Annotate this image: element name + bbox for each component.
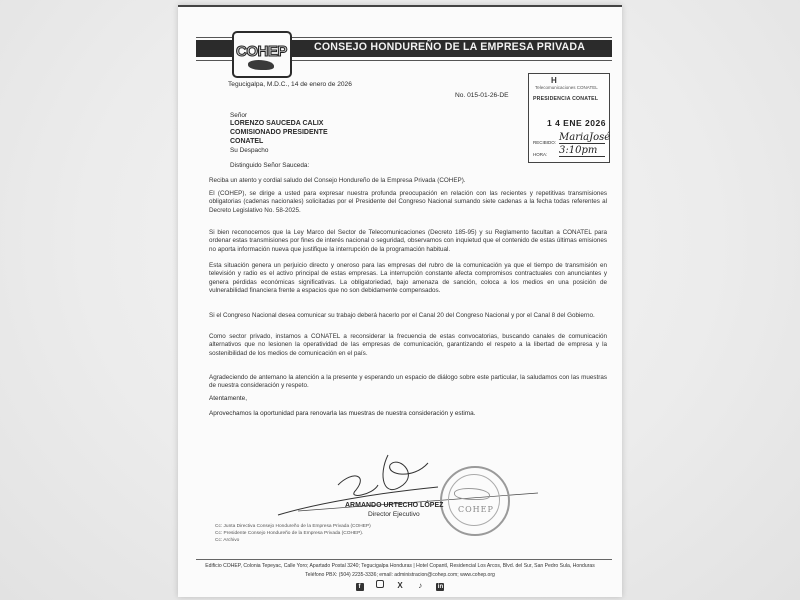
- paragraph-4: Esta situación genera un perjuicio directo y oneroso para las empresas del rubro de la comunicación ya que el tiempo de transmisión en televisión y radio es el activo principal de estas empresas. La interrupción constante afecta compromisos contractuales con anunciantes y genera pérdidas económicas significativas. La obligatoriedad, bajo amenaza de sanción, coloca a los medios en una posición de vulnerabilidad financiera frente a espacios que no son debidamente compensados.: [209, 262, 607, 295]
- received-stamp: [528, 73, 610, 163]
- greeting: Distinguido Señor Sauceda:: [230, 162, 310, 169]
- paragraph-5: Si el Congreso Nacional desea comunicar su trabajo deberá hacerlo por el Canal 20 del Congreso Nacional y por el Canal 8 del Gobierno.: [209, 312, 595, 319]
- footer-rule: [196, 559, 612, 560]
- reference-number: No. 015-01-26-DE: [455, 92, 509, 99]
- letter-page: [178, 5, 622, 597]
- org-name: CONSEJO HONDUREÑO DE LA EMPRESA PRIVADA: [314, 41, 586, 53]
- honduras-map-icon: [248, 60, 274, 70]
- stamp-org: Telecomunicaciones CONATEL: [535, 85, 598, 90]
- cc-item: Cc: Presidente Consejo Hondureño de la Empresa Privada (COHEP).: [215, 531, 364, 537]
- received-label: RECIBIDO:: [533, 140, 557, 145]
- stamp-office: PRESIDENCIA CONATEL: [533, 96, 599, 102]
- logo-text: COHEP: [236, 43, 287, 60]
- closing: Atentamente,: [209, 395, 248, 402]
- recipient-salutation: Señor: [230, 112, 248, 119]
- cc-item: Cc: Archivo: [215, 538, 240, 544]
- time-label: HORA:: [533, 152, 548, 157]
- paragraph-7: Agradeciendo de antemano la atención a la presente y esperando un espacio de diálogo sobre este particular, la saludamos con las muestras de nuestra consideración y respeto.: [209, 374, 607, 390]
- instagram-icon: [376, 580, 384, 588]
- recipient-office: Su Despacho: [230, 147, 269, 154]
- cc-list: [215, 523, 371, 545]
- footer-address: Edificio COHEP, Colonia Tepeyac, Calle Yoro; Apartado Postal 3240; Tegucigalpa Honduras | Hotel Copantl, Residencial Los Arcos, Blvd. del Sur, San Pedro Sula, Honduras: [205, 563, 595, 569]
- recipient-name: LORENZO SAUCEDA CALIX: [230, 120, 324, 127]
- seal-text: COHEP: [458, 505, 494, 514]
- facebook-icon: f: [356, 583, 364, 591]
- closing-line: Aprovechamos la oportunidad para renovarla las muestras de nuestra consideración y estima.: [209, 410, 476, 417]
- paragraph-2: El (COHEP), se dirige a usted para expresar nuestra profunda preocupación en relación con las recientes y repetitivas transmisiones obligatorias (cadenas nacionales) solicitadas por el Presidente del Congreso Nacional sumando siete cadenas a la fecha todas referentes al Decreto Legislativo No. 58-2025.: [209, 190, 607, 214]
- linkedin-icon: in: [437, 584, 444, 590]
- paragraph-3: Si bien reconocemos que la Ley Marco del Sector de Telecomunicaciones (Decreto 185-95) y su Reglamento facultan a CONATEL para ordenar estas transmisiones por fines de interés nacional o seguridad, observamos con inquietud que el contenido de estas últimas emisiones no aporta información nueva que justifique la interrupción de la programación habitual.: [209, 229, 607, 253]
- footer-contact: Teléfono PBX: (504) 2235-3336; email: administracion@cohep.com; www.cohep.org: [305, 572, 495, 578]
- recipient-title: COMISIONADO PRESIDENTE: [230, 129, 328, 136]
- paragraph-1: Reciba un atento y cordial saludo del Consejo Hondureño de la Empresa Privada (COHEP).: [209, 177, 466, 184]
- seal-map-icon: [454, 488, 490, 500]
- cohep-logo: [232, 31, 292, 78]
- signer-name: ARMANDO URTECHO LÓPEZ: [345, 502, 444, 509]
- received-time: 3:10pm: [559, 145, 605, 157]
- cc-item: Cc: Junta Directiva Consejo Hondureño de la Empresa Privada (COHEP): [215, 524, 371, 529]
- cohep-seal: [440, 466, 510, 536]
- place-date: Tegucigalpa, M.D.C., 14 de enero de 2026: [228, 81, 352, 88]
- social-icons: [178, 580, 622, 591]
- recipient-org: CONATEL: [230, 138, 264, 145]
- tiktok-icon: ♪: [418, 581, 423, 590]
- signer-title: Director Ejecutivo: [368, 511, 420, 518]
- conatel-logo: H: [551, 76, 557, 85]
- stamp-date: 1 4 ENE 2026: [547, 118, 606, 128]
- x-icon: X: [397, 581, 403, 590]
- paragraph-6: Como sector privado, instamos a CONATEL a reconsiderar la frecuencia de estas convocatorias, buscando canales de comunicación alternativos que no lesionen la operatividad de las empresas de comunicación, garantizando el respeto a la libertad de empresa y la sostenibilidad de los medios de comunicación en el país.: [209, 333, 607, 357]
- received-by: MariaJosé: [559, 132, 611, 143]
